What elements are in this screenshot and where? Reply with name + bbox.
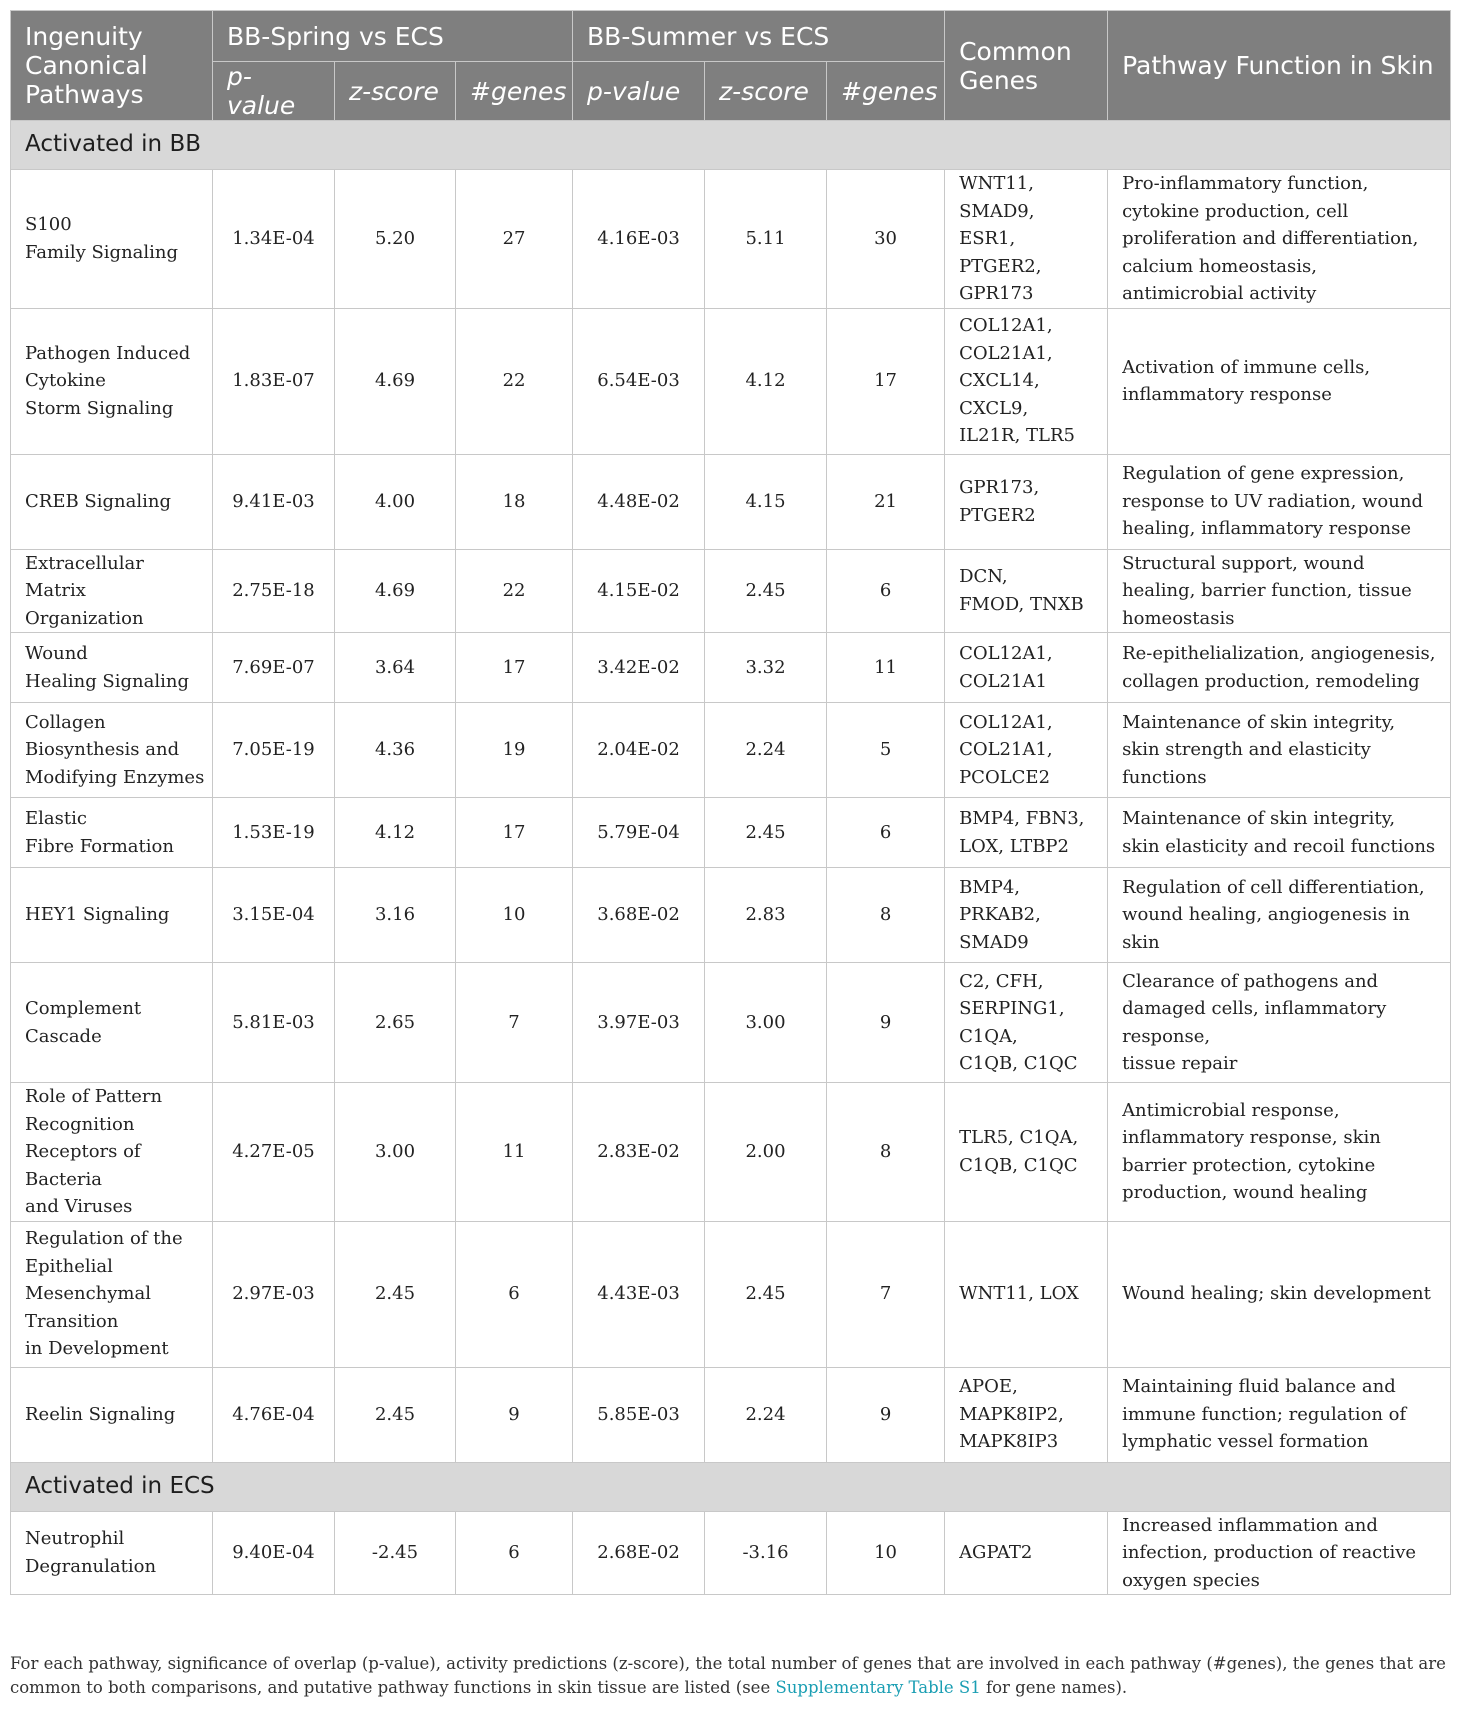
header-spring-p: p-value [213,62,335,121]
spring-gene-count: 6 [456,1221,573,1367]
spring-p-value: 2.97E-03 [213,1221,335,1367]
header-summer-group: BB-Summer vs ECS [573,11,945,62]
spring-gene-count: 6 [456,1511,573,1595]
common-genes: C2, CFH, SERPING1, C1QA, C1QB, C1QC [945,963,1108,1083]
pathway-name: Pathogen Induced Cytokine Storm Signaling [11,308,213,454]
summer-gene-count: 8 [827,868,945,963]
spring-p-value: 7.69E-07 [213,633,335,703]
pathway-function: Increased inflammation and infection, production of reactive oxygen species [1108,1511,1451,1595]
summer-p-value: 2.68E-02 [573,1511,705,1595]
summer-p-value: 4.43E-03 [573,1221,705,1367]
spring-p-value: 1.83E-07 [213,308,335,454]
spring-z-score: 3.64 [335,633,456,703]
pathway-function: Pro-inflammatory function, cytokine production, cell proliferation and differentiation, calcium homeostasis, antimicrobial activity [1108,170,1451,309]
summer-p-value: 3.42E-02 [573,633,705,703]
common-genes: TLR5, C1QA, C1QB, C1QC [945,1083,1108,1222]
pathway-name: Wound Healing Signaling [11,633,213,703]
spring-gene-count: 9 [456,1367,573,1462]
spring-gene-count: 17 [456,633,573,703]
header-spring-z: z-score [335,62,456,121]
spring-z-score: 3.16 [335,868,456,963]
pathway-name: Reelin Signaling [11,1367,213,1462]
summer-z-score: 4.15 [705,454,827,549]
spring-z-score: 2.45 [335,1367,456,1462]
summer-gene-count: 8 [827,1083,945,1222]
summer-p-value: 3.97E-03 [573,963,705,1083]
pathway-name: Extracellular Matrix Organization [11,549,213,633]
spring-z-score: 4.12 [335,798,456,868]
summer-z-score: 2.45 [705,549,827,633]
pathway-name: Collagen Biosynthesis and Modifying Enzymes [11,703,213,798]
section-label-bb: Activated in BB [11,121,1451,170]
spring-gene-count: 22 [456,549,573,633]
pathway-function: Maintenance of skin integrity, skin elasticity and recoil functions [1108,798,1451,868]
spring-z-score: 4.36 [335,703,456,798]
common-genes: APOE, MAPK8IP2, MAPK8IP3 [945,1367,1108,1462]
pathway-name: CREB Signaling [11,454,213,549]
spring-gene-count: 11 [456,1083,573,1222]
pathway-function: Maintenance of skin integrity, skin strength and elasticity functions [1108,703,1451,798]
header-summer-n: #genes [827,62,945,121]
table-row [11,703,1451,798]
spring-p-value: 4.76E-04 [213,1367,335,1462]
table-footnote [10,1652,1450,1700]
table-row [11,868,1451,963]
header-summer-z: z-score [705,62,827,121]
table-row [11,308,1451,454]
common-genes: GPR173, PTGER2 [945,454,1108,549]
summer-p-value: 4.48E-02 [573,454,705,549]
spring-gene-count: 18 [456,454,573,549]
spring-p-value: 3.15E-04 [213,868,335,963]
header-common-genes: Common Genes [945,11,1108,121]
table-row [11,798,1451,868]
spring-z-score: 5.20 [335,170,456,309]
summer-gene-count: 30 [827,170,945,309]
spring-p-value: 1.34E-04 [213,170,335,309]
summer-gene-count: 5 [827,703,945,798]
summer-z-score: 3.00 [705,963,827,1083]
section-row-bb [11,121,1451,170]
pathway-function: Antimicrobial response, inflammatory response, skin barrier protection, cytokine production, wound healing [1108,1083,1451,1222]
pathway-function: Structural support, wound healing, barrier function, tissue homeostasis [1108,549,1451,633]
summer-z-score: 2.45 [705,1221,827,1367]
header-pathways: Ingenuity Canonical Pathways [11,11,213,121]
summer-p-value: 5.85E-03 [573,1367,705,1462]
summer-z-score: 2.24 [705,1367,827,1462]
pathway-function: Maintaining fluid balance and immune function; regulation of lymphatic vessel formation [1108,1367,1451,1462]
spring-p-value: 2.75E-18 [213,549,335,633]
spring-z-score: 4.00 [335,454,456,549]
summer-p-value: 3.68E-02 [573,868,705,963]
supplementary-table-link[interactable]: Supplementary Table S1 [775,1678,981,1697]
header-function: Pathway Function in Skin [1108,11,1451,121]
spring-gene-count: 7 [456,963,573,1083]
summer-gene-count: 21 [827,454,945,549]
pathway-name: Elastic Fibre Formation [11,798,213,868]
pathway-name: Role of Pattern Recognition Receptors of Bacteria and Viruses [11,1083,213,1222]
pathway-name: S100 Family Signaling [11,170,213,309]
table-row [11,170,1451,309]
pathway-function: Re-epithelialization, angiogenesis, collagen production, remodeling [1108,633,1451,703]
spring-p-value: 5.81E-03 [213,963,335,1083]
summer-z-score: 5.11 [705,170,827,309]
section-row-ecs [11,1462,1451,1511]
table-container [10,10,1450,1595]
spring-z-score: -2.45 [335,1511,456,1595]
pathway-function: Regulation of cell differentiation, wound healing, angiogenesis in skin [1108,868,1451,963]
pathway-function: Clearance of pathogens and damaged cells, inflammatory response, tissue repair [1108,963,1451,1083]
spring-gene-count: 10 [456,868,573,963]
spring-gene-count: 22 [456,308,573,454]
spring-p-value: 9.41E-03 [213,454,335,549]
summer-p-value: 5.79E-04 [573,798,705,868]
table-row [11,1511,1451,1595]
summer-z-score: -3.16 [705,1511,827,1595]
summer-gene-count: 10 [827,1511,945,1595]
spring-gene-count: 27 [456,170,573,309]
spring-p-value: 4.27E-05 [213,1083,335,1222]
spring-gene-count: 19 [456,703,573,798]
common-genes: DCN, FMOD, TNXB [945,549,1108,633]
common-genes: BMP4, FBN3, LOX, LTBP2 [945,798,1108,868]
pathway-name: HEY1 Signaling [11,868,213,963]
table-row [11,1221,1451,1367]
table-row [11,963,1451,1083]
table-row [11,454,1451,549]
spring-p-value: 7.05E-19 [213,703,335,798]
footnote-text-end: for gene names). [980,1678,1128,1697]
table-row [11,549,1451,633]
summer-gene-count: 6 [827,549,945,633]
summer-z-score: 2.00 [705,1083,827,1222]
section-label-ecs: Activated in ECS [11,1462,1451,1511]
spring-z-score: 4.69 [335,549,456,633]
pathway-table [10,10,1451,1595]
common-genes: COL12A1, COL21A1, PCOLCE2 [945,703,1108,798]
summer-p-value: 4.15E-02 [573,549,705,633]
summer-z-score: 2.45 [705,798,827,868]
summer-z-score: 2.24 [705,703,827,798]
header-spring-group: BB-Spring vs ECS [213,11,573,62]
table-row [11,1367,1451,1462]
common-genes: BMP4, PRKAB2, SMAD9 [945,868,1108,963]
common-genes: WNT11, LOX [945,1221,1108,1367]
pathway-name: Regulation of the Epithelial Mesenchymal Transition in Development [11,1221,213,1367]
common-genes: COL12A1, COL21A1 [945,633,1108,703]
spring-z-score: 4.69 [335,308,456,454]
header-summer-p: p-value [573,62,705,121]
common-genes: COL12A1, COL21A1, CXCL14, CXCL9, IL21R, TLR5 [945,308,1108,454]
pathway-function: Activation of immune cells, inflammatory response [1108,308,1451,454]
summer-gene-count: 7 [827,1221,945,1367]
common-genes: AGPAT2 [945,1511,1108,1595]
pathway-function: Wound healing; skin development [1108,1221,1451,1367]
summer-p-value: 2.83E-02 [573,1083,705,1222]
pathway-function: Regulation of gene expression, response to UV radiation, wound healing, inflammatory response [1108,454,1451,549]
summer-p-value: 2.04E-02 [573,703,705,798]
spring-p-value: 9.40E-04 [213,1511,335,1595]
spring-z-score: 3.00 [335,1083,456,1222]
pathway-name: Complement Cascade [11,963,213,1083]
summer-p-value: 4.16E-03 [573,170,705,309]
footnote-text: For each pathway, significance of overlap (p-value), activity predictions (z-score), the total number of genes that are involved in each pathway (#genes), the genes that are common to both comparisons, and putative pathway functions in skin tissue are listed (see [10,1654,1446,1697]
summer-gene-count: 9 [827,963,945,1083]
spring-p-value: 1.53E-19 [213,798,335,868]
summer-gene-count: 9 [827,1367,945,1462]
summer-z-score: 3.32 [705,633,827,703]
table-row [11,633,1451,703]
spring-z-score: 2.45 [335,1221,456,1367]
summer-gene-count: 6 [827,798,945,868]
spring-gene-count: 17 [456,798,573,868]
pathway-name: Neutrophil Degranulation [11,1511,213,1595]
header-spring-n: #genes [456,62,573,121]
table-row [11,1083,1451,1222]
summer-p-value: 6.54E-03 [573,308,705,454]
spring-z-score: 2.65 [335,963,456,1083]
summer-gene-count: 17 [827,308,945,454]
common-genes: WNT11, SMAD9, ESR1, PTGER2, GPR173 [945,170,1108,309]
summer-z-score: 2.83 [705,868,827,963]
summer-gene-count: 11 [827,633,945,703]
summer-z-score: 4.12 [705,308,827,454]
